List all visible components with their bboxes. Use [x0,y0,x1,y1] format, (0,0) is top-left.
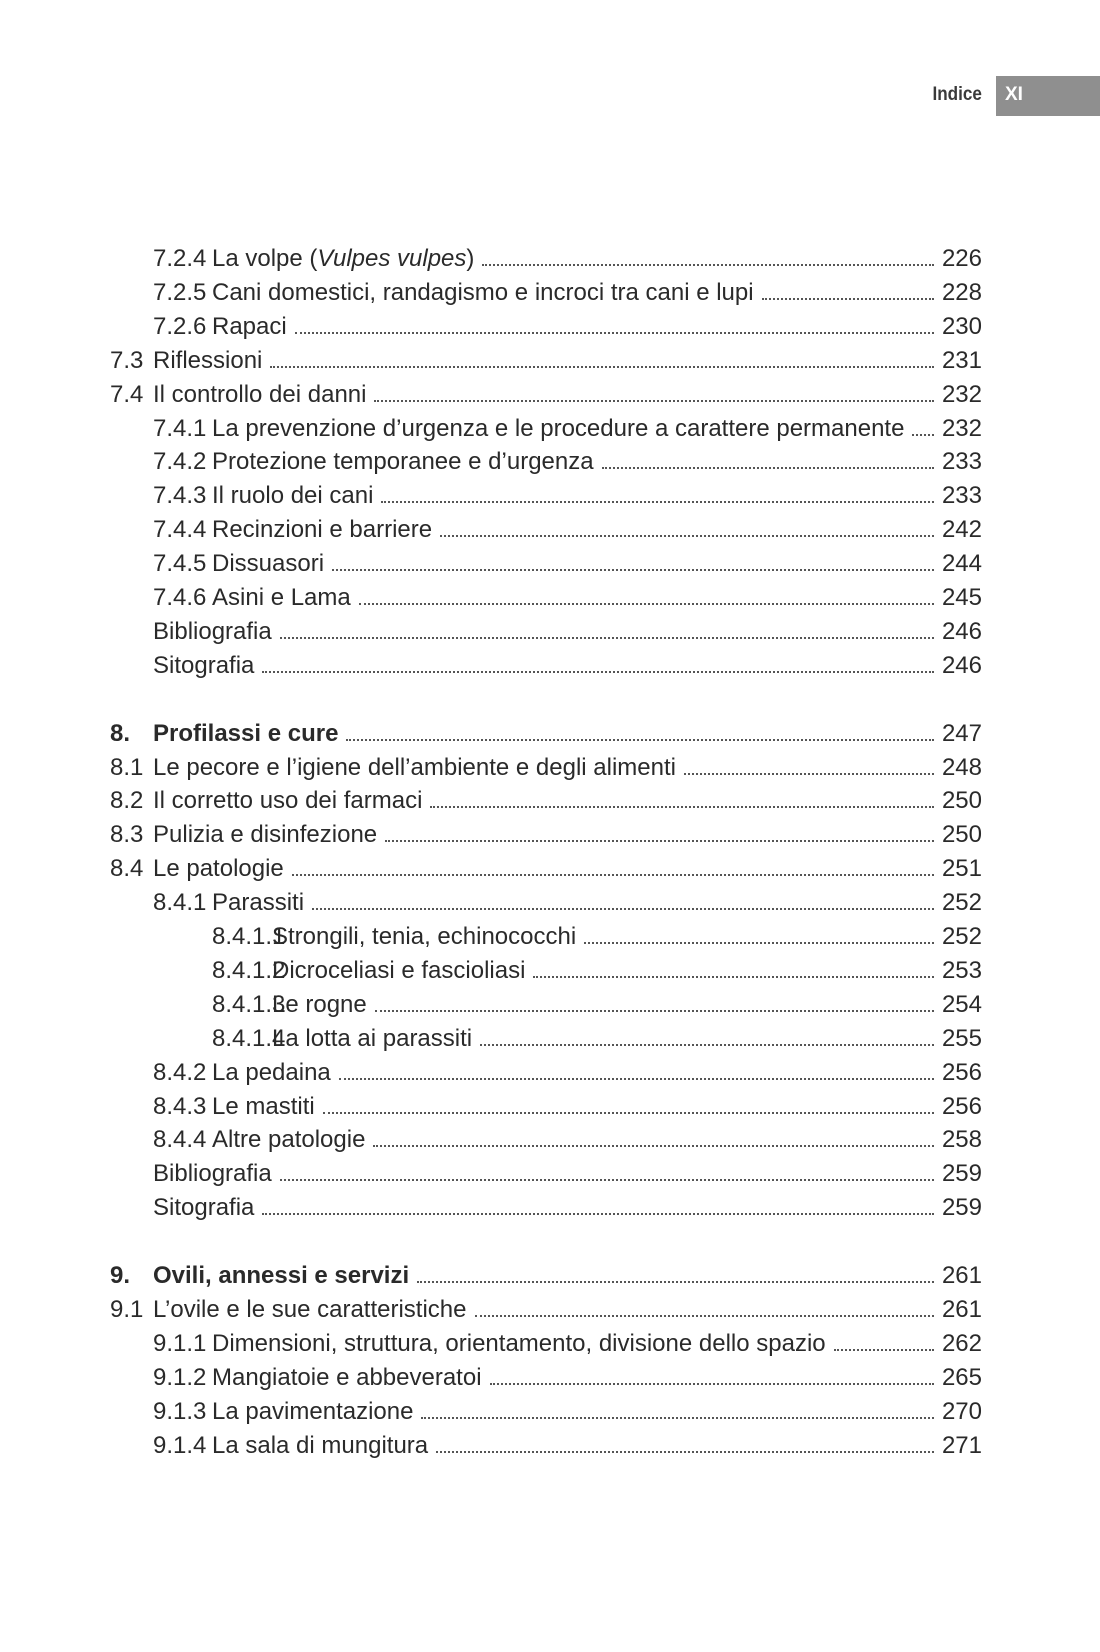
toc-entry-number: 9.1.4 [153,1431,207,1459]
toc-entry [0,886,982,920]
toc-entry [0,276,982,310]
toc-entry-title: Il controllo dei danni [153,380,367,408]
toc-entry [0,1157,982,1191]
toc-entry-number: 8.3 [110,821,144,849]
dot-leader [332,569,934,571]
dot-leader [381,501,934,503]
toc-entry-page: 270 [941,1397,982,1425]
toc-entry-page: 251 [941,855,982,883]
toc-entry-page: 248 [941,753,982,781]
toc-entry-number: 7.3 [110,346,144,374]
toc-entry-title: Le patologie [153,855,284,883]
dot-leader [912,434,934,436]
dot-leader [584,942,934,944]
toc-entry-title: La pedaina [212,1058,331,1086]
toc-entry-page: 265 [941,1363,982,1391]
toc-entry-number: 8.4.3 [153,1092,207,1120]
dot-leader [482,264,934,266]
toc-entry [0,378,982,412]
toc-entry [0,1361,982,1395]
toc-entry-number: 8.4.4 [153,1126,207,1154]
dot-leader [295,332,934,334]
toc-entry-page: 256 [941,1092,982,1120]
toc-entry-number: 9. [110,1262,131,1289]
toc-entry-number: 8.4.1.1 [212,923,286,950]
toc-entry-page: 242 [941,516,982,544]
running-head-label: Indice [932,84,982,105]
toc-entry-title: La pavimentazione [212,1397,414,1425]
toc-entry-title: Il ruolo dei cani [212,482,374,510]
toc-entry-number: 7.4.3 [153,482,207,510]
toc-entry-number: 7.2.4 [153,245,207,272]
toc-entry-page: 254 [941,990,982,1018]
page-number-roman: XI [1005,84,1023,105]
toc-entry-page: 232 [941,414,982,442]
toc-entry-title: Asini e Lama [212,584,351,611]
toc-entry-page: 258 [941,1126,982,1154]
dot-leader [602,467,934,469]
toc-entry-page: 259 [941,1160,982,1188]
toc-entry-page: 233 [941,448,982,476]
toc-entry-number: 7.4.1 [153,414,207,442]
toc-entry-number: 9.1.1 [153,1329,207,1357]
dot-leader [480,1044,934,1046]
toc-entry-page: 271 [941,1431,982,1459]
dot-leader [280,1179,934,1181]
dot-leader [323,1112,934,1114]
toc-entry-title: Parassiti [212,889,305,917]
toc-entry-page: 230 [941,312,982,340]
dot-leader [339,1078,934,1080]
toc-entry [0,920,982,954]
toc-entry-title: Le rogne [272,990,367,1018]
dot-leader [312,908,934,910]
toc-entry-page: 246 [941,617,982,645]
toc-entry-page: 232 [941,380,982,408]
toc-entry-title: Sitografia [153,1194,255,1222]
toc-entry-title: Recinzioni e barriere [212,516,433,544]
toc-entry-title-part: La volpe ( [212,245,318,272]
toc-entry-page: 245 [941,584,982,611]
dot-leader [375,1010,934,1012]
toc-entry [0,852,982,886]
dot-leader [292,874,934,876]
toc-entry [0,412,982,446]
toc-entry-title: Sitografia [153,651,255,679]
dot-leader [436,1451,934,1453]
page-number-tab [996,76,1100,116]
toc-entry [0,1056,982,1090]
toc-entry-title: Rapaci [212,312,287,340]
dot-leader [280,637,934,639]
dot-leader [684,773,934,775]
toc-entry-title: La prevenzione d’urgenza e le procedure a carattere permanente [212,414,905,442]
toc-entry-title: Dimensioni, struttura, orientamento, divisione dello spazio [212,1329,826,1357]
toc-entry [0,784,982,818]
dot-leader [385,840,934,842]
toc-entry-title: Le mastiti [212,1092,315,1120]
dot-leader [834,1349,934,1351]
toc-entry [0,1259,982,1293]
dot-leader [262,671,934,673]
toc-entry [0,1191,982,1225]
toc-entry-number: 9.1.3 [153,1397,207,1425]
toc-entry-title: Altre patologie [212,1126,366,1154]
dot-leader [490,1383,934,1385]
toc-entry-page: 247 [941,719,982,747]
toc-entry-title: Bibliografia [153,1160,272,1188]
toc-entry-title: L’ovile e le sue caratteristiche [153,1295,467,1323]
toc-entry-number: 9.1 [110,1295,144,1323]
toc-entry [0,954,982,988]
toc-entry [0,615,982,649]
toc-entry [0,581,982,615]
toc-entry-title: Cani domestici, randagismo e incroci tra cani e lupi [212,278,754,306]
toc-entry-number: 8.4.2 [153,1058,207,1086]
toc-entry-title: Protezione temporanee e d’urgenza [212,448,594,476]
running-head [0,76,1100,116]
toc-entry-page: 226 [941,245,982,272]
toc-entry-title: Dicroceliasi e fascioliasi [272,956,526,984]
toc-entry [0,1123,982,1157]
dot-leader [270,366,934,368]
dot-leader [373,1145,934,1147]
toc-entry [0,479,982,513]
dot-leader [430,806,934,808]
toc-entry-number: 7.4.4 [153,516,207,544]
toc-entry-number: 8. [110,719,131,747]
toc-entry [0,513,982,547]
toc-entry-page: 252 [941,889,982,917]
toc-entry-page: 231 [941,346,982,374]
toc-entry [0,445,982,479]
toc-entry-title: Pulizia e disinfezione [153,821,378,849]
dot-leader [421,1417,933,1419]
toc-entry-page: 256 [941,1058,982,1086]
toc-entry-number: 8.4 [110,855,144,883]
toc-entry-number: 7.4 [110,380,144,408]
toc-entry [0,310,982,344]
toc-entry-page: 253 [941,956,982,984]
toc-entry-title [212,242,482,276]
toc-entry-title-italic: Vulpes vulpes [317,245,467,272]
dot-leader [533,976,934,978]
toc-entry-page: 259 [941,1194,982,1222]
toc-entry-title: Strongili, tenia, echinococchi [272,923,577,950]
toc-entry-number: 8.4.1.4 [212,1024,286,1052]
dot-leader [359,603,934,605]
dot-leader [762,298,934,300]
toc-entry [0,242,982,276]
toc-entry [0,649,982,683]
toc-entry [0,988,982,1022]
toc-entry-title: Bibliografia [153,617,272,645]
dot-leader [262,1213,934,1215]
toc-entry-title: Riflessioni [153,346,263,374]
toc-entry-page: 228 [941,278,982,306]
toc-entry-title: Mangiatoie e abbeveratoi [212,1363,482,1391]
toc-entry-number: 8.4.1.3 [212,990,286,1018]
toc-entry-number: 9.1.2 [153,1363,207,1391]
toc-entry [0,1395,982,1429]
toc-entry-number: 7.2.6 [153,312,207,340]
toc-entry-number: 7.4.5 [153,550,207,578]
toc-entry-title: Il corretto uso dei farmaci [153,787,423,815]
toc-entry [0,1293,982,1327]
toc-entry-page: 233 [941,482,982,510]
dot-leader [346,739,934,741]
toc-entry-page: 262 [941,1329,982,1357]
toc-entry-number: 7.4.6 [153,584,207,611]
toc-entry-page: 246 [941,651,982,679]
toc-entry-page: 261 [941,1295,982,1323]
toc-entry [0,1022,982,1056]
toc-entry-title-part: ) [466,245,475,272]
toc-entry-title: La lotta ai parassiti [272,1024,473,1052]
toc-entry-page: 252 [941,923,982,950]
toc-entry-number: 8.1 [110,753,144,781]
toc-entry-page: 250 [941,821,982,849]
toc-entry [0,344,982,378]
toc-entry-number: 8.4.1.2 [212,956,286,984]
toc-entry [0,1429,982,1463]
toc-entry [0,1090,982,1124]
toc-entry [0,547,982,581]
dot-leader [374,400,933,402]
toc-entry [0,717,982,751]
toc-entry-title: Le pecore e l’igiene dell’ambiente e degli alimenti [153,753,676,781]
toc-entry [0,1327,982,1361]
dot-leader [475,1315,934,1317]
dot-leader [417,1281,934,1283]
toc-entry-page: 261 [941,1262,982,1289]
toc-entry [0,751,982,785]
toc-entry-number: 8.2 [110,787,144,815]
toc-entry-title: Ovili, annessi e servizi [153,1262,410,1289]
toc-entry [0,818,982,852]
toc-entry-number: 7.4.2 [153,448,207,476]
dot-leader [440,535,934,537]
toc-entry-title: La sala di mungitura [212,1431,429,1459]
toc-entry-number: 8.4.1 [153,889,207,917]
toc-entry-title: Profilassi e cure [153,719,339,747]
toc-entry-page: 244 [941,550,982,578]
toc-entry-page: 255 [941,1024,982,1052]
toc-entry-page: 250 [941,787,982,815]
toc-entry-number: 7.2.5 [153,278,207,306]
toc-entry-title: Dissuasori [212,550,325,578]
